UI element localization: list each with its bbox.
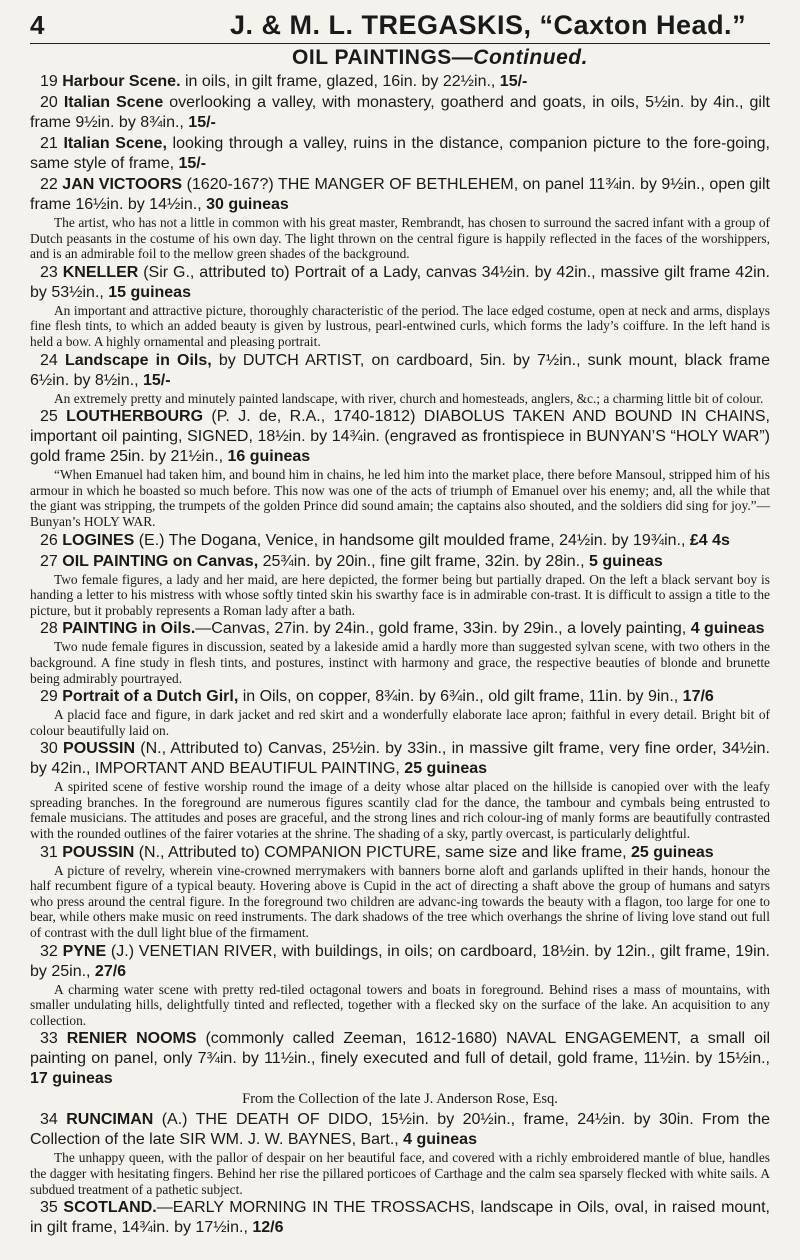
lot-details: (1620-167?) THE MANGER OF BETHLEHEM, on panel 11¾in. by 9½in., open gilt frame 16½in. by 14½in., xyxy=(30,176,770,213)
lot-heading xyxy=(30,552,770,572)
lot-number: 31 xyxy=(40,843,58,861)
lot-entry xyxy=(30,739,770,841)
lot-price: 15 guineas xyxy=(103,283,191,301)
lot-price: 12/6 xyxy=(247,1219,284,1237)
lot-details: —Canvas, 27in. by 24in., gold frame, 33in. by 29in., a lovely painting, xyxy=(195,620,687,638)
lot-entry xyxy=(30,93,770,133)
lot-details: in oils, in gilt frame, glazed, 16in. by 22½in., xyxy=(180,73,496,90)
lot-entry xyxy=(30,351,770,407)
lot-number: 33 xyxy=(40,1030,58,1048)
lot-details: (J.) VENETIAN RIVER, with buildings, in oils; on cardboard, 18½in. by 12in., gilt frame, 19in. by 25in., xyxy=(30,942,770,980)
lot-heading xyxy=(30,407,770,467)
lot-description: A spirited scene of festive worship round the image of a deity whose altar placed on the hillside is canopied over with the leafy spreading branches. In the foreground are numerous figures scantily clad for the dance, the tambour and cymbals being entrusted to female musicians. The attitudes and poses are graceful, and the strong lines and rich colour-ing of manly forms are beautifully contrasted with the rounded outlines of the fairer votaries at the shrine. The shading of a sky, partly overcast, is particularly delightful. xyxy=(30,779,770,842)
lot-entry xyxy=(30,134,770,174)
lot-price: 17 guineas xyxy=(30,1070,113,1088)
lot-details: (Sir G., attributed to) Portrait of a Lady, canvas 34½in. by 42in., massive gilt frame 42in. by 53½in., xyxy=(30,263,770,301)
lot-price: 5 guineas xyxy=(584,552,663,570)
lot-details: in Oils, on copper, 8¾in. by 6¾in., old gilt frame, 11in. by 9in., xyxy=(238,688,679,706)
lot-price: 17/6 xyxy=(678,688,714,706)
lot-name: PAINTING in Oils. xyxy=(62,620,196,638)
lot-entry xyxy=(30,531,770,551)
lot-entry xyxy=(30,175,770,262)
lot-entry xyxy=(30,72,770,92)
lot-number: 27 xyxy=(40,552,58,570)
lot-price: 15/- xyxy=(495,73,528,90)
lot-name: LOGINES xyxy=(62,531,135,549)
lot-heading xyxy=(30,93,770,133)
lot-description: Two female figures, a lady and her maid, are here depicted, the former being but partially draped. On the left a black servant boy is handing a letter to his mistress with whose softly tinted skin his swarthy face is in admirable con-trast. It is difficult to assign a title to the picture, but it probably represents a Roman lady after a bath. xyxy=(30,571,770,618)
lot-name: POUSSIN xyxy=(63,740,136,758)
lot-number: 26 xyxy=(40,531,58,549)
lot-heading xyxy=(30,619,770,639)
lot-name: RENIER NOOMS xyxy=(66,1030,197,1048)
lot-name: LOUTHERBOURG xyxy=(66,408,204,426)
lot-heading xyxy=(30,942,770,982)
lot-entry xyxy=(30,619,770,686)
lot-price: 15/- xyxy=(138,371,171,389)
lot-name: Harbour Scene. xyxy=(62,73,181,90)
lot-entry xyxy=(30,1029,770,1089)
section-title xyxy=(110,46,770,70)
lot-details: (P. J. de, R.A., 1740-1812) DIABOLUS TAKEN AND BOUND IN CHAINS, important oil painting, SIGNED, 18½in. by 14¾in. (engraved as frontispiece in BUNYAN’S “HOLY WAR”) gold frame 25in. by 21½in., xyxy=(30,408,770,466)
page-header xyxy=(30,10,770,41)
lot-number: 32 xyxy=(40,942,58,960)
lot-description: A charming water scene with pretty red-tiled octagonal towers and boats in foreground. Behind rises a mass of mountains, with smaller undulating hills, delightfully tinted and reflected, together with a flecked sky on the surface of the lake. An acquisition to any collection. xyxy=(30,981,770,1028)
lot-entry xyxy=(30,263,770,350)
lot-description: A placid face and figure, in dark jacket and red skirt and a wonderfully elaborate lace apron; faithful in every detail. Bright bit of colour beautifully laid on. xyxy=(30,707,770,738)
lot-number: 34 xyxy=(40,1111,58,1129)
lot-description: An extremely pretty and minutely painted landscape, with river, church and homesteads, anglers, &c.; a charming little bit of colour. xyxy=(54,390,764,406)
lot-number: 23 xyxy=(40,263,58,281)
lot-name: RUNCIMAN xyxy=(66,1111,154,1129)
lot-heading xyxy=(30,687,770,707)
lot-description: A picture of revelry, wherein vine-crowned merrymakers with banners borne aloft and garlands uplifted in their hands, honour the half recumbent figure of a typical beauty. Hovering above is Cupid in the act of directing a shaft above the group of humans and satyrs who press around the central figure. In the foreground two children are advanc-ing towards the beauty with a flagon, too large for one to bear, while others make music on reed instruments. The dark shadows of the tree which overhangs the shrine of living love stand out full of contrast with the dull light blue of the firmament. xyxy=(30,862,770,941)
lot-name: KNELLER xyxy=(62,263,139,281)
lot-details: (commonly called Zeeman, 1612-1680) NAVAL ENGAGEMENT, a small oil painting on panel, only 7¾in. by 11½in., finely executed and full of detail, gold frame, 11½in. by 15½in., xyxy=(30,1030,771,1068)
lot-name: OIL PAINTING on Canvas, xyxy=(62,552,259,570)
lot-number: 29 xyxy=(40,688,58,706)
lot-list-after xyxy=(30,1110,770,1238)
lot-heading xyxy=(30,72,770,92)
lot-name: Portrait of a Dutch Girl, xyxy=(62,688,239,706)
lot-details: overlooking a valley, with monastery, goatherd and goats, in oils, 5½in. by 4in., gilt frame 9½in. by 8¾in., xyxy=(30,94,770,131)
lot-list xyxy=(30,72,770,1089)
lot-price: 4 guineas xyxy=(686,620,765,638)
provenance-note: From the Collection of the late J. Anderson Rose, Esq. xyxy=(242,1091,558,1108)
lot-heading xyxy=(30,351,770,391)
lot-description: An important and attractive picture, thoroughly characteristic of the period. The lace edged costume, open at neck and arms, displays fine flesh tints, to which an added beauty is given by lustrous, pearl-entwined curls, which forms the lady’s coiffure. In the left hand is held a bow. A highly ornamental and pleasing portrait. xyxy=(30,302,770,349)
lot-price: 27/6 xyxy=(90,962,127,980)
lot-number: 24 xyxy=(40,351,58,369)
lot-price: 16 guineas xyxy=(223,448,311,466)
lot-price: 25 guineas xyxy=(626,843,714,861)
lot-details: (N., Attributed to) COMPANION PICTURE, same size and like frame, xyxy=(134,843,627,861)
lot-price: 15/- xyxy=(174,155,207,172)
lot-number: 22 xyxy=(40,176,58,193)
lot-name: JAN VICTOORS xyxy=(62,176,183,193)
lot-price: 30 guineas xyxy=(201,196,289,213)
lot-price: £4 4s xyxy=(685,531,730,549)
lot-name: PYNE xyxy=(62,942,107,960)
lot-description: The artist, who has not a little in common with his great master, Rembrandt, has chosen to surround the sacred infant with a group of Dutch peasants in the costume of his own day. The light thrown on the central figure is happily reflected in the faces of the worshippers, and is an admirable foil to the mellow green shades of the background. xyxy=(30,215,770,262)
lot-heading xyxy=(30,1110,770,1150)
lot-price: 25 guineas xyxy=(399,760,488,778)
lot-heading xyxy=(30,531,770,551)
lot-entry xyxy=(30,407,770,529)
lot-name: POUSSIN xyxy=(62,843,135,861)
page-number: 4 xyxy=(30,10,45,40)
lot-heading xyxy=(30,175,770,215)
lot-number: 20 xyxy=(40,94,58,111)
lot-entry xyxy=(30,843,770,941)
lot-heading xyxy=(30,263,770,303)
lot-name: Italian Scene, xyxy=(63,135,167,152)
running-title: J. & M. L. TREGASKIS, “Caxton Head.” xyxy=(230,10,747,40)
lot-entry xyxy=(30,552,770,619)
section-title-main: OIL PAINTINGS— xyxy=(292,46,474,69)
lot-description: The unhappy queen, with the pallor of despair on her beautiful face, and covered with a richly embroidered mantle of blue, handles the dagger with hesitating fingers. Behind her rise the pillared porticoes of Carthage and the calm sea sparsely flecked with white sails. A subdued treatment of a pathetic subject. xyxy=(30,1150,770,1197)
lot-number: 25 xyxy=(40,408,58,426)
lot-price: 4 guineas xyxy=(398,1131,477,1149)
lot-description: Two nude female figures in discussion, seated by a lakeside amid a hardly more than suggested sylvan scene, with two others in the background. A fine study in flesh tints, and postures, instinct with harmony and grace, the respective beauties of blonde and brunette being admirably pourtrayed. xyxy=(30,639,770,686)
lot-number: 28 xyxy=(40,620,58,638)
header-rule xyxy=(30,43,770,44)
lot-entry xyxy=(30,1110,770,1197)
lot-details: looking through a valley, ruins in the distance, companion picture to the fore-going, same style of frame, xyxy=(30,135,771,172)
lot-heading xyxy=(30,1029,770,1089)
lot-heading xyxy=(30,843,770,863)
lot-details: (A.) THE DEATH OF DIDO, 15½in. by 20½in., frame, 24½in. by 30in. From the Collection of the late SIR WM. J. W. BAYNES, Bart., xyxy=(30,1111,771,1149)
lot-entry xyxy=(30,942,770,1029)
lot-entry xyxy=(30,1198,770,1238)
lot-heading xyxy=(30,1198,770,1238)
lot-number: 19 xyxy=(40,73,58,90)
lot-name: Landscape in Oils, xyxy=(64,351,212,369)
lot-details: by DUTCH ARTIST, on cardboard, 5in. by 7½in., sunk mount, black frame 6½in. by 8½in., xyxy=(30,351,771,389)
lot-price: 15/- xyxy=(183,114,216,131)
lot-heading xyxy=(30,739,770,779)
lot-number: 21 xyxy=(40,135,58,152)
lot-details: —EARLY MORNING IN THE TROSSACHS, landscape in Oils, oval, in raised mount, in gilt frame, 14¾in. by 17½in., xyxy=(30,1199,771,1237)
lot-description: “When Emanuel had taken him, and bound him in chains, he led him into the market place, there before Mansoul, stripped him of his armour in which he boasted so much before. This now was one of the acts of triumph of Emanuel over his enemy; and, all the while that the giant was stripping, the trumpets of the golden Prince did sound amain; the captains also shouted, and the soldiers did sing for joy.”—Bunyan’s HOLY WAR. xyxy=(30,467,770,529)
lot-details: (N., Attributed to) Canvas, 25½in. by 33in., in massive gilt frame, very fine order, 34½in. by 42in., IMPORTANT AND BEAUTIFUL PAINTING, xyxy=(30,740,770,778)
lot-details: 25¾in. by 20in., fine gilt frame, 32in. by 28in., xyxy=(258,552,585,570)
lot-heading xyxy=(30,134,770,174)
lot-name: SCOTLAND. xyxy=(63,1199,157,1217)
lot-name: Italian Scene xyxy=(63,94,164,111)
lot-number: 35 xyxy=(40,1199,58,1217)
lot-details: (E.) The Dogana, Venice, in handsome gilt moulded frame, 24½in. by 19¾in., xyxy=(134,531,686,549)
lot-number: 30 xyxy=(40,740,58,758)
section-title-continued: Continued. xyxy=(473,46,588,69)
lot-entry xyxy=(30,687,770,738)
